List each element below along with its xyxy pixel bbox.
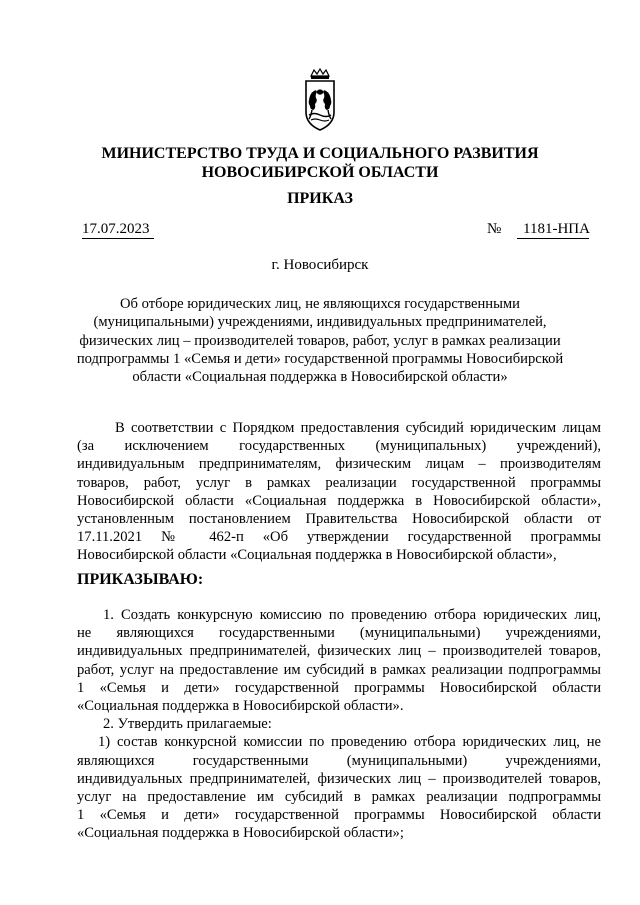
item-1-line: 1. Создать конкурсную комиссию по проведению отбора юридических лиц, — [103, 607, 601, 623]
subject-line: физических лиц – производителей товаров, работ, услуг в рамках реализации — [79, 332, 561, 349]
document-date: 17.07.2023 — [82, 221, 150, 237]
preamble-line: 17.11.2021 № 462-п «Об утверждении государственной программы — [77, 529, 601, 546]
item-1-line: не являющихся государственными (муниципальными) учреждениями, — [77, 625, 601, 642]
subject-line: подпрограммы 1 «Семья и дети» государственной программы Новосибирской — [76, 350, 564, 367]
date-underline — [82, 238, 154, 239]
preamble-paragraph — [77, 419, 601, 565]
item-2-1-line: индивидуальных предпринимателей, физических лиц – производителей товаров, — [77, 770, 601, 787]
number-sign: № — [487, 221, 502, 237]
preamble-line: В соответствии с Порядком предоставления субсидий юридическим лицам — [115, 420, 601, 436]
item-2-1-line: являющихся государственными (муниципальными) учреждениями, — [77, 752, 601, 769]
subject-line: области «Социальная поддержка в Новосибирской области» — [132, 369, 508, 386]
preamble-line: Новосибирской области «Социальная поддержка в Новосибирской области», — [77, 492, 601, 509]
ministry-name — [60, 144, 580, 182]
document-subject — [72, 295, 568, 386]
city-name: г. Новосибирск — [271, 257, 369, 273]
number-underline — [517, 238, 589, 239]
document-number: 1181-НПА — [523, 221, 590, 237]
preamble-line: индивидуальным предпринимателям, физическим лицам – производителям — [77, 456, 601, 473]
ministry-line-2: НОВОСИБИРСКОЙ ОБЛАСТИ — [201, 164, 439, 181]
preamble-line: Новосибирской области «Социальная поддержка в Новосибирской области», — [77, 547, 557, 564]
item-1-line: «Социальная поддержка в Новосибирской области». — [77, 698, 404, 715]
decree-word: ПРИКАЗЫВАЮ: — [77, 571, 204, 588]
subject-line: (муниципальными) учреждениями, индивидуальных предпринимателей, — [93, 314, 547, 331]
item-2-1-line: услуг на предоставление им субсидий в рамках реализации подпрограммы — [77, 789, 601, 806]
item-1-line: работ, услуг на предоставление им субсидий в рамках реализации подпрограммы — [77, 661, 601, 678]
preamble-line: (за исключением государственных (муниципальных) учреждений), — [77, 438, 601, 455]
ministry-line-1: МИНИСТЕРСТВО ТРУДА И СОЦИАЛЬНОГО РАЗВИТИЯ — [101, 145, 539, 162]
item-1-line: индивидуальных предпринимателей, физических лиц – производителей товаров, — [77, 643, 601, 660]
item-2-1-line: 1) состав конкурсной комиссии по проведению отбора юридических лиц, не — [98, 734, 601, 751]
preamble-line: установленным постановлением Правительства Новосибирской области от — [77, 511, 601, 528]
preamble-line: товаров, работ, услуг в рамках реализации государственной программы — [77, 474, 601, 491]
item-2-line: 2. Утвердить прилагаемые: — [103, 716, 272, 733]
item-1-line: 1 «Семья и дети» государственной программы Новосибирской области — [77, 679, 601, 696]
document-type-title: ПРИКАЗ — [287, 190, 353, 207]
coat-of-arms-icon — [300, 68, 340, 134]
item-2-1-line: «Социальная поддержка в Новосибирской области»; — [77, 825, 404, 842]
item-2-1-line: 1 «Семья и дети» государственной программы Новосибирской области — [77, 807, 601, 824]
order-items — [77, 606, 601, 843]
subject-line: Об отборе юридических лиц, не являющихся государственными — [120, 296, 520, 312]
